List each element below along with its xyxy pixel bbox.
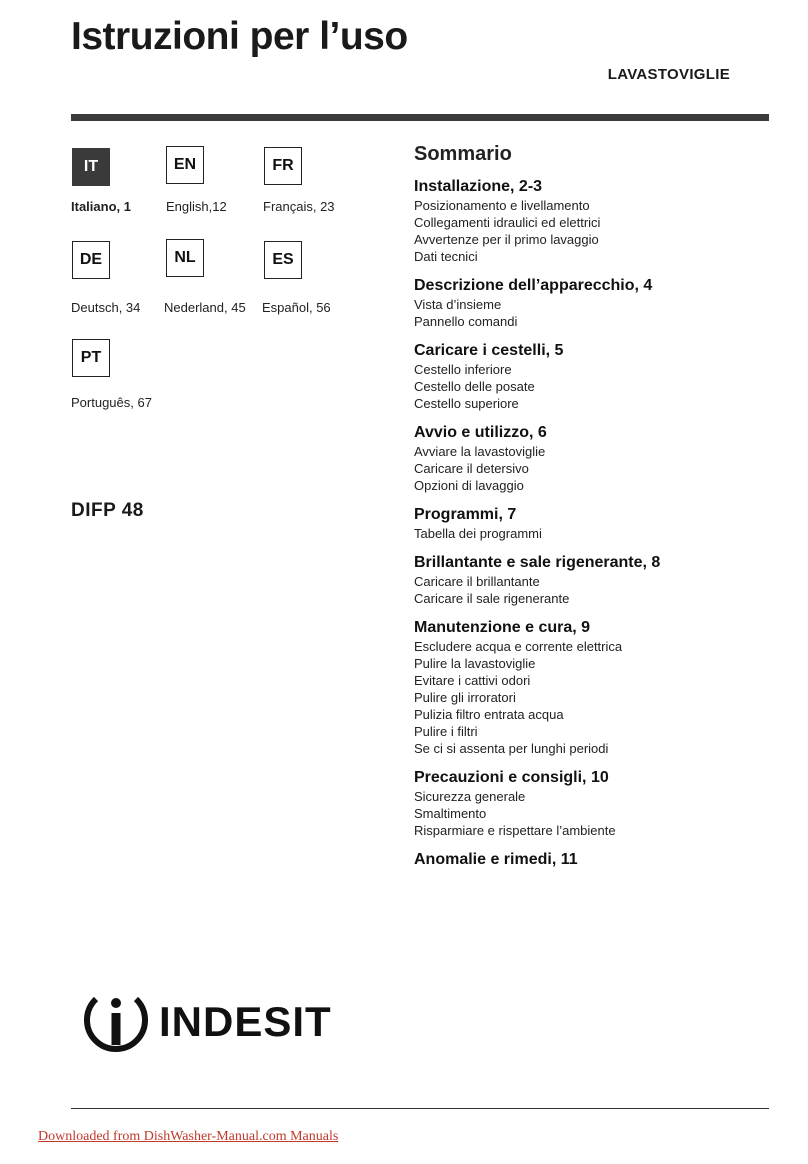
toc-item[interactable]: Se ci si assenta per lunghi periodi xyxy=(414,741,609,756)
lang-label-nl: Nederland, 45 xyxy=(164,300,246,315)
toc-item[interactable]: Cestello superiore xyxy=(414,396,519,411)
toc-item[interactable]: Pulire la lavastoviglie xyxy=(414,656,536,671)
toc-section-installazione xyxy=(414,177,794,265)
toc-section-title[interactable]: Caricare i cestelli, 5 xyxy=(414,342,564,359)
lang-label-es: Español, 56 xyxy=(262,300,331,315)
lang-label-it: Italiano, 1 xyxy=(71,199,131,214)
toc-item[interactable]: Dati tecnici xyxy=(414,249,478,264)
toc-heading: Sommario xyxy=(414,143,512,165)
footer-divider xyxy=(71,1108,769,1109)
toc-item[interactable]: Caricare il detersivo xyxy=(414,461,529,476)
toc-item[interactable]: Escludere acqua e corrente elettrica xyxy=(414,639,623,654)
toc-item[interactable]: Caricare il sale rigenerante xyxy=(414,591,570,606)
toc-item[interactable]: Pulire i filtri xyxy=(414,724,478,739)
toc-item[interactable]: Risparmiare e rispettare l’ambiente xyxy=(414,823,616,838)
toc-item[interactable]: Tabella dei programmi xyxy=(414,526,542,541)
product-category: LAVASTOVIGLIE xyxy=(607,66,730,83)
toc-item[interactable]: Pulire gli irroratori xyxy=(414,690,516,705)
toc-item[interactable]: Sicurezza generale xyxy=(414,789,526,804)
toc-section-precauzioni xyxy=(414,768,794,839)
lang-button-pt[interactable]: PT xyxy=(72,339,110,377)
toc-item[interactable]: Opzioni di lavaggio xyxy=(414,478,524,493)
brand-logo xyxy=(83,987,332,1057)
lang-button-fr[interactable]: FR xyxy=(264,147,302,185)
toc-section-descrizione xyxy=(414,276,794,330)
lang-button-it[interactable]: IT xyxy=(72,148,110,186)
toc-section-title[interactable]: Descrizione dell’apparecchio, 4 xyxy=(414,277,653,294)
lang-button-nl[interactable]: NL xyxy=(166,239,204,277)
toc-item[interactable]: Vista d’insieme xyxy=(414,297,502,312)
toc-section-title[interactable]: Programmi, 7 xyxy=(414,506,517,523)
toc-item[interactable]: Pannello comandi xyxy=(414,314,518,329)
toc-section-avvio xyxy=(414,423,794,494)
toc-item[interactable]: Avvertenze per il primo lavaggio xyxy=(414,232,599,247)
toc-item[interactable]: Cestello inferiore xyxy=(414,362,512,377)
lang-label-de: Deutsch, 34 xyxy=(71,300,141,315)
indesit-emblem-icon xyxy=(83,987,149,1057)
lang-label-pt: Português, 67 xyxy=(71,395,152,410)
lang-button-es[interactable]: ES xyxy=(264,241,302,279)
header-divider xyxy=(71,114,769,121)
download-source-link[interactable]: Downloaded from DishWasher-Manual.com Manuals xyxy=(38,1129,339,1144)
toc-section-title[interactable]: Avvio e utilizzo, 6 xyxy=(414,424,547,441)
toc-item[interactable]: Collegamenti idraulici ed elettrici xyxy=(414,215,601,230)
toc-item[interactable]: Cestello delle posate xyxy=(414,379,535,394)
brand-wordmark: INDESIT xyxy=(159,998,332,1045)
table-of-contents xyxy=(414,143,794,881)
lang-button-en[interactable]: EN xyxy=(166,146,204,184)
lang-label-en: English,12 xyxy=(166,199,227,214)
toc-section-title[interactable]: Precauzioni e consigli, 10 xyxy=(414,769,609,786)
toc-section-title[interactable]: Manutenzione e cura, 9 xyxy=(414,619,591,636)
toc-item[interactable]: Pulizia filtro entrata acqua xyxy=(414,707,564,722)
toc-section-title[interactable]: Anomalie e rimedi, 11 xyxy=(414,851,578,868)
toc-section-title[interactable]: Brillantante e sale rigenerante, 8 xyxy=(414,554,661,571)
lang-label-fr: Français, 23 xyxy=(263,199,335,214)
toc-section-manutenzione xyxy=(414,618,794,757)
toc-section-anomalie xyxy=(414,850,794,870)
document-title: Istruzioni per l’uso xyxy=(71,15,408,58)
toc-item[interactable]: Caricare il brillantante xyxy=(414,574,540,589)
toc-section-title[interactable]: Installazione, 2-3 xyxy=(414,178,543,195)
toc-item[interactable]: Evitare i cattivi odori xyxy=(414,673,531,688)
toc-section-brillantante xyxy=(414,553,794,607)
lang-button-de[interactable]: DE xyxy=(72,241,110,279)
toc-item[interactable]: Avviare la lavastoviglie xyxy=(414,444,546,459)
toc-section-programmi xyxy=(414,505,794,542)
toc-item[interactable]: Posizionamento e livellamento xyxy=(414,198,590,213)
model-number: DIFP 48 xyxy=(71,500,144,521)
toc-section-cestelli xyxy=(414,341,794,412)
toc-item[interactable]: Smaltimento xyxy=(414,806,487,821)
